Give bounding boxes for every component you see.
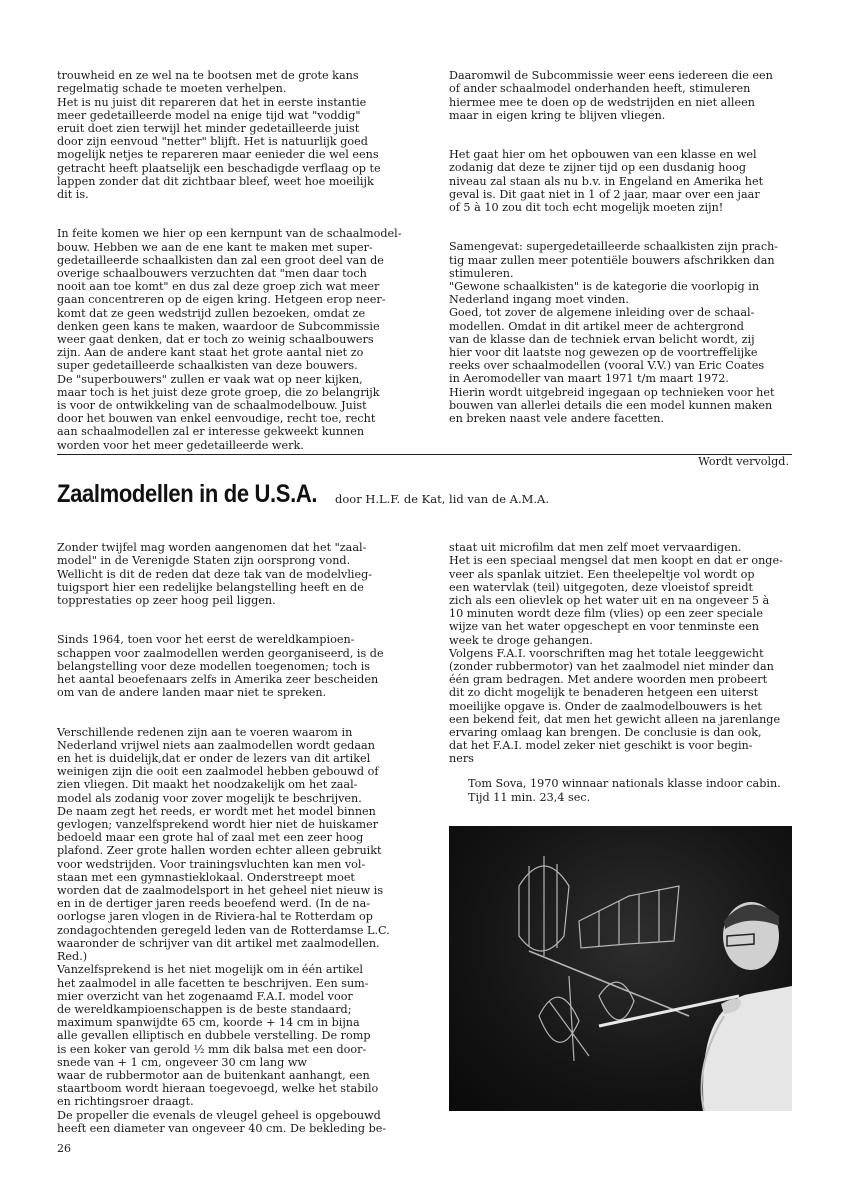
article-byline: door H.L.F. de Kat, lid van de A.M.A. — [335, 492, 550, 506]
bottom-right-column — [449, 528, 789, 792]
section-divider — [57, 454, 792, 455]
paragraph: In feite komen we hier op een kernpunt van de schaalmodel- bouw. Hebben we aan de ene kant te maken met super- gedetailleerde schaalkisten dan zal een groot deel van de overige schaalbouwers verzuchten dat "men daar toch nooit aan toe komt" en dus zal deze groep zich wat meer gaan concentreren op de eigen kring. Hetgeen erop neer- komt dat ze geen wedstrijd zullen bezoeken, omdat ze denken geen kans te maken, waardoor de Subcommissie weer gaat denken, dat er toch zo weinig schaalbouwers zijn. Aan de andere kant staat het grote aantal niet zo super gedetailleerde schaalkisten van deze bouwers. De "superbouwers" zullen er vaak wat op neer kijken, maar toch is het juist deze grote groep, die zo belangrijk is voor de ontwikkeling van de schaalmodelbouw. Juist door het bouwen van enkel eenvoudige, recht toe, recht aan schaalmodellen zal er interesse gekweekt kunnen worden voor het meer gedetailleerde werk. — [57, 227, 402, 452]
top-left-column — [57, 56, 419, 478]
paragraph: staat uit microfilm dat men zelf moet vervaardigen. Het is een speciaal mengsel dat men koopt en dat er onge- veer als spanlak uitziet. Een theelepeltje vol wordt op een watervlak (teil) uitgegoten, deze vloeistof spreidt zich als een olievlek op het water uit en na ongeveer 5 à 10 minuten wordt deze film (vlies) op een zeer speciale wijze van het water opgeschept en voor tenminste een week te droge gehangen. Volgens F.A.I. voorschriften mag het totale leeggewicht (zonder rubbermotor) van het zaalmodel niet minder dan één gram bedragen. Met andere woorden men probeert dit zo dicht mogelijk te benaderen hetgeen een uiterst moeilijke opgave is. Onder de zaalmodelbouwers is het een bekend feit, dat men het gewicht alleen na jarenlange ervaring omlaag kan brengen. De conclusie is dan ook, dat het F.A.I. model zeker niet geschikt is voor begin- ners — [449, 541, 783, 766]
paragraph: Daaromwil de Subcommissie weer eens iedereen die een of ander schaalmodel onderhanden heeft, stimuleren hiermee mee te doen op de wedstrijden en niet alleen maar in eigen kring te blijven vliegen. — [449, 69, 773, 122]
paragraph: Sinds 1964, toen voor het eerst de wereldkampioen- schappen voor zaalmodellen werden georganiseerd, is de belangstelling voor deze modellen toegenomen; toch is het aantal beoefenaars zelfs in Amerika zeer bescheiden om van de andere landen maar niet te spreken. — [57, 633, 384, 700]
photo-caption: Tom Sova, 1970 winnaar nationals klasse indoor cabin. Tijd 11 min. 23,4 sec. — [468, 777, 781, 804]
article-title: Zaalmodellen in de U.S.A. — [57, 480, 318, 508]
paragraph: trouwheid en ze wel na te bootsen met de grote kans regelmatig schade te moeten verhelpen. Het is nu juist dit repareren dat het in eerste instantie meer gedetailleerde model na enige tijd wat "voddig" eruit doet zien terwijl het minder gedetailleerde juist door zijn eenvoud "netter" blijft. Het is natuurlijk goed mogelijk netjes te repareren maar eenieder die wel eens getracht heeft plaatselijk een beschadigde verflaag op te lappen zonder dat dit zichtbaar bleef, weet hoe moeilijk dit is. — [57, 69, 381, 202]
paragraph: Samengevat: supergedetailleerde schaalkisten zijn prach- tig maar zullen meer potentiële bouwers afschrikken dan stimuleren. "Gewone schaalkisten" is de kategorie die voorlopig in Nederland ingang moet vinden. Goed, tot zover de algemene inleiding over de schaal- modellen. Omdat in dit artikel meer de achtergrond van de klasse dan de techniek ervan belicht wordt, zij hier voor dit laatste nog gewezen op de voortreffelijke reeks over schaalmodellen (vooral V.V.) van Eric Coates in Aeromodeller van maart 1971 t/m maart 1972. Hierin wordt uitgebreid ingegaan op technieken voor het bouwen van allerlei details die een model kunnen maken en breken naast vele andere facetten. — [449, 240, 779, 426]
paragraph: Het gaat hier om het opbouwen van een klasse en wel zodanig dat deze te zijner tijd op een dusdanig hoog niveau zal staan als nu b.v. in Engeland en Amerika het geval is. Dit gaat niet in 1 of 2 jaar, maar over een jaar of 5 à 10 zou dit toch echt mogelijk moeten zijn! — [449, 148, 764, 215]
page-number: 26 — [57, 1142, 71, 1155]
paragraph: Verschillende redenen zijn aan te voeren waarom in Nederland vrijwel niets aan zaalmodellen wordt gedaan en het is duidelijk,dat er onder de lezers van dit artikel weinigen zijn die ooit een zaalmodel hebben gebouwd of zien vliegen. Dit maakt het noodzakelijk om het zaal- model als zodanig voor zover mogelijk te beschrijven. De naam zegt het reeds, er wordt met het model binnen gevlogen; vanzelfsprekend wordt hier niet de huiskamer bedoeld maar een grote hal of zaal met een zeer hoog plafond. Zeer grote hallen worden echter alleen gebruikt voor wedstrijden. Voor trainingsvluchten kan men vol- staan met een gymnastieklokaal. Onderstreept moet worden dat de zaalmodelsport in het geheel niet nieuw is en in de dertiger jaren reeds beoefend werd. (In de na- oorlogse jaren vlogen in de Riviera-hal te Rotterdam op zondagochtenden geregeld leden van de Rotterdamse L.C. waaronder de schrijver van dit artikel met zaalmodellen. Red.) Vanzelfsprekend is het niet mogelijk om in één artikel het zaalmodel in alle facetten te beschrijven. Een sum- mier overzicht van het zogenaamd F.A.I. model voor de wereldkampioenschappen is de beste standaard; maximum spanwijdte 65 cm, koorde + 14 cm in bijna alle gevallen elliptisch en dubbele verstelling. De romp is een koker van gerold ½ mm dik balsa met een door- snede van + 1 cm, ongeveer 30 cm lang ww waar de rubbermotor aan de buitenkant aanhangt, een staartboom wordt hieraan toegevoegd, welke het stabilo en richtingsroer draagt. De propeller die evenals de vleugel geheel is opgebouwd heeft een diameter van ongeveer 40 cm. De bekleding be- — [57, 725, 390, 1135]
to-be-continued: Wordt vervolgd. — [698, 455, 789, 469]
top-right-column — [449, 56, 789, 482]
paragraph: Zonder twijfel mag worden aangenomen dat het "zaal- model" in de Verenigde Staten zijn oorsprong vond. Wellicht is dit de reden dat deze tak van de modelvlieg- tuigsport hier een redelijke belangstelling heeft en de topprestaties op zeer hoog peil liggen. — [57, 541, 373, 608]
photo-indoor-model — [449, 826, 792, 1111]
bottom-left-column — [57, 528, 419, 1161]
photo-illustration — [449, 826, 792, 1111]
person — [702, 902, 793, 1111]
article-header — [57, 480, 550, 509]
